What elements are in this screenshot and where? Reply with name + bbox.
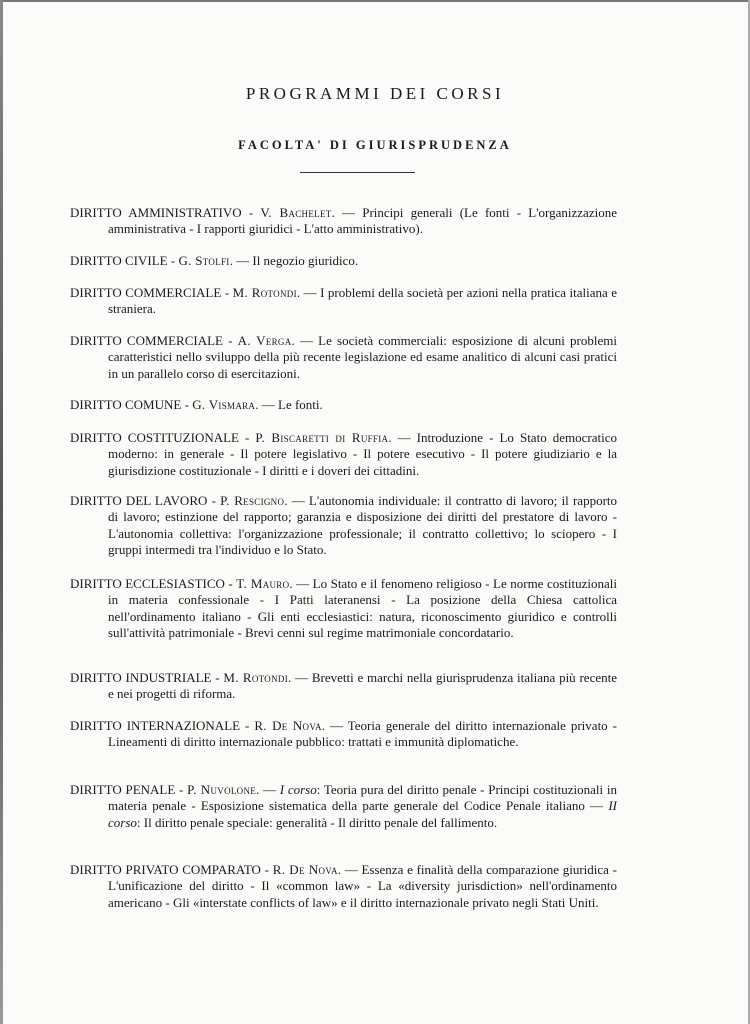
course-entry: DIRITTO COMUNE - G. Vismara. — Le fonti. bbox=[70, 397, 323, 412]
course-description: Teoria generale del diritto internazionale privato - Lineamenti di diritto internazionale pubblico: trattati e immunità diplomatiche. bbox=[108, 718, 617, 750]
course-description: L'autonomia individuale: il contratto di lavoro; il rapporto di lavoro; estinzione del rapporto; garanzia e disposizione dei diritti del prestatore di lavoro - L'autonomia collettiva: l'organizzazione professionale; il contratto collettivo; lo sciopero - I gruppi intermedi tra l'individuo e lo Stato. bbox=[108, 493, 618, 558]
course-subject: DIRITTO COMMERCIALE bbox=[70, 285, 222, 300]
course-description: Principi generali (Le fonti - L'organizzazione amministrativa - I rapporti giuridici - L'atto amministrativo). bbox=[108, 205, 617, 237]
course-description: Essenza e finalità della comparazione giuridica - L'unificazione del diritto - Il «common law» - La «diversity jurisdiction» nell'ordinamento americano - Gli «interstate conflicts of law» e il diritto internazionale privato negli Stati Uniti. bbox=[108, 862, 617, 910]
course-subject: DIRITTO DEL LAVORO bbox=[70, 493, 208, 508]
course-instructor: M. Rotondi bbox=[223, 670, 288, 685]
faculty-subtitle: FACOLTA' DI GIURISPRUDENZA bbox=[238, 138, 512, 152]
course-instructor: R. De Nova bbox=[254, 718, 322, 733]
course-description: Il negozio giuridico. bbox=[252, 253, 359, 268]
course-entry: DIRITTO COSTITUZIONALE - P. Biscaretti di Ruffia. — Introduzione - Lo Stato democratico moderno: in generale - Il potere legislativo - Il potere esecutivo - Il potere giudiziario e la giurisdizione costituzionale - I diritti e i doveri dei cittadini. bbox=[70, 430, 617, 478]
course-entry: DIRITTO CIVILE - G. Stolfi. — Il negozio giuridico. bbox=[70, 253, 359, 268]
course-instructor: T. Mauro bbox=[236, 576, 290, 591]
course-instructor: P. Nuvolone bbox=[187, 782, 257, 797]
course-instructor: P. Biscaretti di Ruffia bbox=[255, 430, 389, 445]
course-description: Le società commerciali: esposizione di alcuni problemi caratteristici nello sviluppo della più recente legislazione ed esame analitico di alcuni casi pratici in un parallelo corso di esercitazioni. bbox=[108, 333, 617, 381]
course-entry: DIRITTO PRIVATO COMPARATO - R. De Nova. — Essenza e finalità della comparazione giuridica - L'unificazione del diritto - Il «common law» - La «diversity jurisdiction» nell'ordinamento americano - Gli «interstate conflicts of law» e il diritto internazionale privato negli Stati Uniti. bbox=[70, 862, 617, 910]
course-entry: DIRITTO AMMINISTRATIVO - V. Bachelet. — Principi generali (Le fonti - L'organizzazione amministrativa - I rapporti giuridici - L'atto amministrativo). bbox=[70, 205, 617, 237]
course-subject: DIRITTO COMUNE bbox=[70, 397, 182, 412]
divider-rule bbox=[300, 172, 415, 173]
course-description: I corso bbox=[279, 782, 317, 797]
course-entry: DIRITTO ECCLESIASTICO - T. Mauro. — Lo Stato e il fenomeno religioso - Le norme costituzionali in materia confessionale - I Patti lateranensi - La posizione della Chiesa cattolica nell'ordinamento italiano - Gli enti ecclesiastici: natura, riconoscimento giuridico e controlli sull'attività patrimoniale - Brevi cenni sul regime matrimoniale concordatario. bbox=[70, 576, 617, 641]
course-subject: DIRITTO AMMINISTRATIVO bbox=[70, 205, 242, 220]
course-instructor: M. Rotondi bbox=[232, 285, 297, 300]
course-instructor: A. Verga bbox=[237, 333, 292, 348]
course-subject: DIRITTO COMMERCIALE bbox=[70, 333, 223, 348]
course-entry: DIRITTO INTERNAZIONALE - R. De Nova. — Teoria generale del diritto internazionale privato - Lineamenti di diritto internazionale pubblico: trattati e immunità diplomatiche. bbox=[70, 718, 617, 750]
course-entry: DIRITTO DEL LAVORO - P. Rescigno. — L'autonomia individuale: il contratto di lavoro; il rapporto di lavoro; estinzione del rapporto; garanzia e disposizione dei diritti del prestatore di lavoro - L'autonomia collettiva: l'organizzazione professionale; il contratto collettivo; lo sciopero - I gruppi intermedi tra l'individuo e lo Stato. bbox=[70, 493, 618, 558]
course-description: Introduzione - Lo Stato democratico moderno: in generale - Il potere legislativo - Il potere esecutivo - Il potere giudiziario e la giurisdizione costituzionale - I diritti e i doveri dei cittadini. bbox=[108, 430, 617, 478]
course-description: II corso bbox=[108, 798, 617, 830]
course-subject: DIRITTO CIVILE bbox=[70, 253, 168, 268]
course-description: : Il diritto penale speciale: generalità - Il diritto penale del fallimento. bbox=[136, 814, 498, 830]
course-description: Brevetti e marchi nella giurisprudenza italiana più recente e nei progetti di riforma. bbox=[108, 670, 617, 702]
course-description: I problemi della società per azioni nella pratica italiana e straniera. bbox=[108, 285, 617, 317]
course-subject: DIRITTO COSTITUZIONALE bbox=[70, 430, 239, 445]
course-description: Le fonti. bbox=[278, 397, 323, 412]
course-instructor: V. Bachelet bbox=[260, 205, 332, 220]
course-instructor: P. Rescigno bbox=[220, 493, 285, 508]
course-subject: DIRITTO PRIVATO COMPARATO bbox=[70, 862, 261, 877]
course-subject: DIRITTO PENALE bbox=[70, 782, 176, 797]
course-description: Lo Stato e il fenomeno religioso - Le norme costituzionali in materia confessionale - I Patti lateranensi - La posizione della Chiesa cattolica nell'ordinamento italiano - Gli enti ecclesiastici: natura, riconoscimento giuridico e controlli sull'attività patrimoniale - Brevi cenni sul regime matrimoniale concordatario. bbox=[108, 576, 617, 641]
course-subject: DIRITTO INTERNAZIONALE bbox=[70, 718, 241, 733]
course-subject: DIRITTO ECCLESIASTICO bbox=[70, 576, 225, 591]
course-entry: DIRITTO COMMERCIALE - M. Rotondi. — I problemi della società per azioni nella pratica italiana e straniera. bbox=[70, 285, 617, 317]
course-entry: DIRITTO COMMERCIALE - A. Verga. — Le società commerciali: esposizione di alcuni problemi caratteristici nello sviluppo della più recente legislazione ed esame analitico di alcuni casi pratici in un parallelo corso di esercitazioni. bbox=[70, 333, 617, 381]
course-entry: DIRITTO INDUSTRIALE - M. Rotondi. — Brevetti e marchi nella giurisprudenza italiana più recente e nei progetti di riforma. bbox=[70, 670, 617, 702]
course-entry: DIRITTO PENALE - P. Nuvolone. — I corso: Teoria pura del diritto penale - Principi costituzionali in materia penale - Esposizione sistematica della parte generale del Codice Penale italiano — II corso: Il diritto penale speciale: generalità - Il diritto penale del fallimento. bbox=[70, 782, 617, 830]
course-subject: DIRITTO INDUSTRIALE bbox=[70, 670, 212, 685]
scan-edge-left bbox=[0, 0, 3, 1024]
page-title: PROGRAMMI DEI CORSI bbox=[245, 84, 505, 103]
scan-edge-top bbox=[0, 0, 750, 2]
course-instructor: R. De Nova bbox=[272, 862, 338, 877]
course-description: : Teoria pura del diritto penale - Principi costituzionali in materia penale - Esposizione sistematica della parte generale del Codice Penale italiano — bbox=[108, 782, 617, 814]
course-instructor: G. Vismara bbox=[192, 397, 256, 412]
course-instructor: G. Stolfi bbox=[178, 253, 230, 268]
